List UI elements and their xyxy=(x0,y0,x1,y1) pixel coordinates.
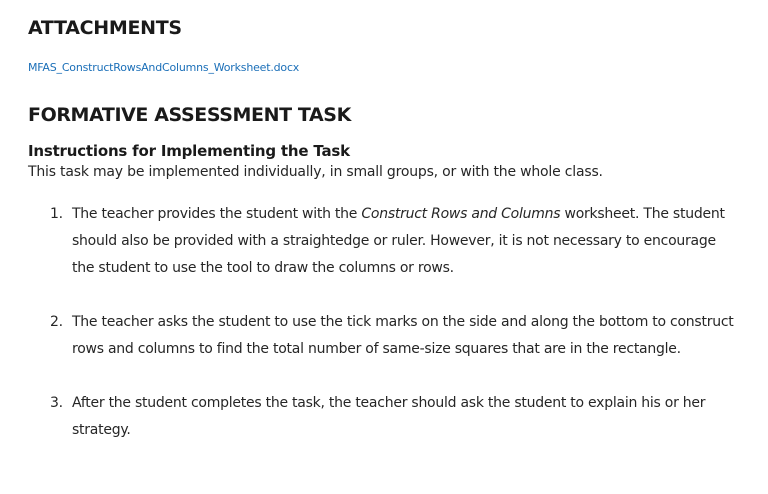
instructions-subheading: Instructions for Implementing the Task xyxy=(28,142,350,160)
instruction-step-2 xyxy=(0,309,768,363)
formative-assessment-heading: FORMATIVE ASSESSMENT TASK xyxy=(28,104,351,126)
instruction-step-3 xyxy=(0,390,768,444)
worksheet-attachment-link[interactable]: MFAS_ConstructRowsAndColumns_Worksheet.docx xyxy=(28,61,300,74)
instruction-steps-list xyxy=(0,201,768,471)
step-text-continued: worksheet. The student should also be provided with a straightedge or ruler. However, it is not necessary to encourage the student to use the tool to draw the columns or rows. xyxy=(72,206,725,276)
task-intro-text: This task may be implemented individually, in small groups, or with the whole class. xyxy=(28,164,603,180)
step-text: After the student completes the task, the teacher should ask the student to explain his or her strategy. xyxy=(72,395,706,438)
step-text: The teacher provides the student with the xyxy=(72,206,362,222)
attachments-heading: ATTACHMENTS xyxy=(28,17,182,39)
step-number: 1. xyxy=(50,206,63,222)
step-text: The teacher asks the student to use the tick marks on the side and along the bottom to construct rows and columns to find the total number of same-size squares that are in the rectangle. xyxy=(72,314,734,357)
step-number: 2. xyxy=(50,314,63,330)
instruction-step-1 xyxy=(0,201,768,282)
step-number: 3. xyxy=(50,395,63,411)
worksheet-title-italic: Construct Rows and Columns xyxy=(361,206,561,222)
